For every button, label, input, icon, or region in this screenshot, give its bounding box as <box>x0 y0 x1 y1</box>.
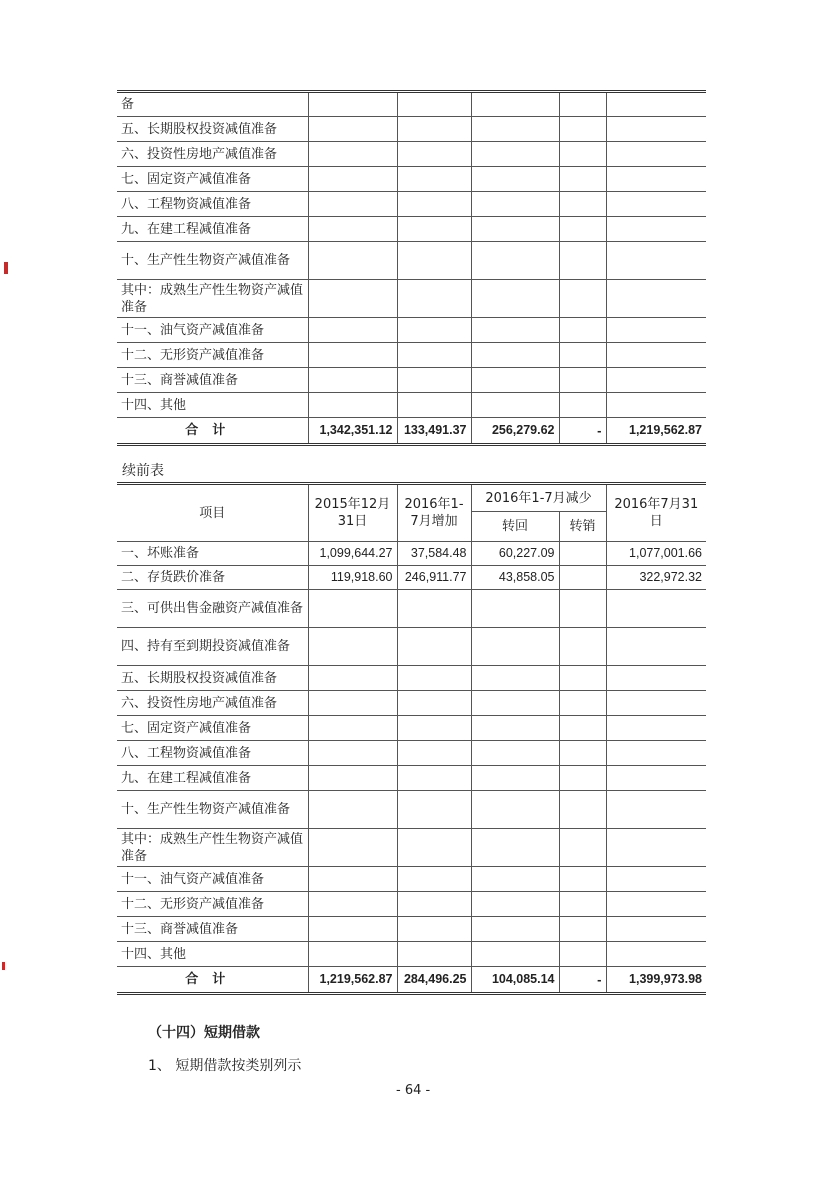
row-value-v3 <box>471 590 559 628</box>
row-value-v4 <box>559 716 606 741</box>
total-label: 合计 <box>117 967 308 994</box>
table-row <box>117 542 706 566</box>
row-value-v3 <box>471 829 559 867</box>
row-value-v1 <box>308 766 397 791</box>
table-row <box>117 829 706 867</box>
row-value-v4 <box>559 368 606 393</box>
row-value-v2 <box>397 741 471 766</box>
row-label: 其中：成熟生产性生物资产减值准备 <box>117 280 308 318</box>
row-value-v5 <box>606 217 706 242</box>
row-value-v4 <box>559 829 606 867</box>
row-value-v2 <box>397 666 471 691</box>
row-value-v4 <box>559 217 606 242</box>
total-value-v3: 104,085.14 <box>471 967 559 994</box>
header-col5: 2016年7月31日 <box>606 484 706 542</box>
table-row <box>117 142 706 167</box>
row-label: 其中：成熟生产性生物资产减值准备 <box>117 829 308 867</box>
row-value-v1 <box>308 628 397 666</box>
total-value-v4: - <box>559 418 606 445</box>
row-value-v5 <box>606 368 706 393</box>
row-value-v5 <box>606 766 706 791</box>
row-value-v4 <box>559 242 606 280</box>
row-value-v1 <box>308 666 397 691</box>
row-value-v1 <box>308 942 397 967</box>
row-value-v3 <box>471 142 559 167</box>
row-value-v1 <box>308 892 397 917</box>
row-label: 五、长期股权投资减值准备 <box>117 666 308 691</box>
row-value-v4 <box>559 117 606 142</box>
row-label: 六、投资性房地产减值准备 <box>117 142 308 167</box>
row-value-v3 <box>471 942 559 967</box>
row-value-v3 <box>471 280 559 318</box>
continued-label: 续前表 <box>122 463 164 479</box>
row-value-v4 <box>559 280 606 318</box>
row-value-v4 <box>559 741 606 766</box>
row-value-v5: 322,972.32 <box>606 566 706 590</box>
row-value-v2 <box>397 142 471 167</box>
row-value-v4 <box>559 791 606 829</box>
row-value-v5: 1,077,001.66 <box>606 542 706 566</box>
row-value-v4 <box>559 691 606 716</box>
impairment-table-part1 <box>117 90 706 446</box>
row-value-v2 <box>397 942 471 967</box>
total-value-v5: 1,219,562.87 <box>606 418 706 445</box>
row-value-v1 <box>308 368 397 393</box>
header-reduce-writeoff: 转销 <box>559 512 606 542</box>
row-value-v1 <box>308 716 397 741</box>
row-value-v3 <box>471 393 559 418</box>
subsection-heading: 1、 短期借款按类别列示 <box>148 1058 302 1074</box>
row-value-v3 <box>471 628 559 666</box>
row-label: 九、在建工程减值准备 <box>117 766 308 791</box>
row-label: 五、长期股权投资减值准备 <box>117 117 308 142</box>
table-header-row <box>117 484 706 512</box>
row-label: 四、持有至到期投资减值准备 <box>117 628 308 666</box>
row-value-v1 <box>308 393 397 418</box>
row-value-v3 <box>471 867 559 892</box>
row-value-v5 <box>606 791 706 829</box>
row-value-v2 <box>397 343 471 368</box>
table-row <box>117 666 706 691</box>
row-value-v5 <box>606 280 706 318</box>
row-value-v3 <box>471 691 559 716</box>
row-value-v5 <box>606 666 706 691</box>
row-value-v3 <box>471 192 559 217</box>
row-value-v2 <box>397 917 471 942</box>
total-row <box>117 418 706 445</box>
row-value-v5 <box>606 691 706 716</box>
row-value-v4 <box>559 142 606 167</box>
row-value-v4 <box>559 318 606 343</box>
row-value-v4 <box>559 393 606 418</box>
table-row <box>117 167 706 192</box>
scan-mark <box>4 262 8 274</box>
row-value-v2 <box>397 691 471 716</box>
row-value-v5 <box>606 716 706 741</box>
row-label: 一、坏账准备 <box>117 542 308 566</box>
row-label: 十三、商誉减值准备 <box>117 917 308 942</box>
row-label: 七、固定资产减值准备 <box>117 716 308 741</box>
row-value-v1 <box>308 691 397 716</box>
row-value-v4 <box>559 892 606 917</box>
row-value-v4 <box>559 542 606 566</box>
table-row <box>117 217 706 242</box>
row-value-v3 <box>471 167 559 192</box>
row-value-v2 <box>397 766 471 791</box>
table-row <box>117 92 706 117</box>
header-item: 项目 <box>117 484 308 542</box>
row-value-v3 <box>471 716 559 741</box>
row-value-v2 <box>397 280 471 318</box>
row-value-v1 <box>308 917 397 942</box>
row-value-v5 <box>606 92 706 117</box>
table-row <box>117 741 706 766</box>
row-value-v4 <box>559 167 606 192</box>
row-value-v1 <box>308 280 397 318</box>
row-label: 十三、商誉减值准备 <box>117 368 308 393</box>
row-value-v1: 119,918.60 <box>308 566 397 590</box>
row-value-v1: 1,099,644.27 <box>308 542 397 566</box>
total-value-v3: 256,279.62 <box>471 418 559 445</box>
row-value-v1 <box>308 590 397 628</box>
row-value-v1 <box>308 217 397 242</box>
row-value-v4 <box>559 628 606 666</box>
row-value-v2 <box>397 368 471 393</box>
table-row <box>117 766 706 791</box>
total-value-v1: 1,219,562.87 <box>308 967 397 994</box>
row-value-v1 <box>308 192 397 217</box>
row-value-v2 <box>397 628 471 666</box>
row-value-v2 <box>397 117 471 142</box>
row-value-v3 <box>471 318 559 343</box>
row-label: 七、固定资产减值准备 <box>117 167 308 192</box>
row-value-v1 <box>308 242 397 280</box>
row-value-v3 <box>471 741 559 766</box>
table-row <box>117 343 706 368</box>
row-label: 十一、油气资产减值准备 <box>117 867 308 892</box>
row-label: 二、存货跌价准备 <box>117 566 308 590</box>
row-value-v1 <box>308 343 397 368</box>
table-row <box>117 867 706 892</box>
impairment-table-part2 <box>117 482 706 995</box>
row-label: 十四、其他 <box>117 942 308 967</box>
table-row <box>117 942 706 967</box>
table-row <box>117 566 706 590</box>
row-value-v5 <box>606 867 706 892</box>
row-label: 六、投资性房地产减值准备 <box>117 691 308 716</box>
row-label: 十一、油气资产减值准备 <box>117 318 308 343</box>
total-label: 合计 <box>117 418 308 445</box>
row-value-v3 <box>471 217 559 242</box>
row-value-v4 <box>559 666 606 691</box>
page-number: - 64 - <box>396 1083 431 1098</box>
table-row <box>117 892 706 917</box>
row-label: 备 <box>117 92 308 117</box>
row-value-v3 <box>471 368 559 393</box>
total-row <box>117 967 706 994</box>
row-value-v4 <box>559 766 606 791</box>
table-row <box>117 716 706 741</box>
table-row <box>117 242 706 280</box>
header-col2: 2016年1-7月增加 <box>397 484 471 542</box>
row-value-v4 <box>559 942 606 967</box>
row-value-v4 <box>559 92 606 117</box>
row-value-v3 <box>471 92 559 117</box>
header-col1: 2015年12月31日 <box>308 484 397 542</box>
row-value-v1 <box>308 318 397 343</box>
total-value-v4: - <box>559 967 606 994</box>
row-label: 十、生产性生物资产减值准备 <box>117 242 308 280</box>
row-value-v5 <box>606 829 706 867</box>
row-value-v3 <box>471 117 559 142</box>
row-value-v2 <box>397 590 471 628</box>
row-value-v3: 43,858.05 <box>471 566 559 590</box>
row-value-v3 <box>471 242 559 280</box>
row-value-v2 <box>397 867 471 892</box>
row-value-v2: 37,584.48 <box>397 542 471 566</box>
row-value-v1 <box>308 867 397 892</box>
row-label: 十四、其他 <box>117 393 308 418</box>
row-value-v2: 246,911.77 <box>397 566 471 590</box>
row-value-v2 <box>397 217 471 242</box>
row-value-v2 <box>397 167 471 192</box>
row-value-v5 <box>606 590 706 628</box>
total-value-v2: 284,496.25 <box>397 967 471 994</box>
row-value-v1 <box>308 741 397 766</box>
row-value-v5 <box>606 741 706 766</box>
row-value-v5 <box>606 892 706 917</box>
table-row <box>117 280 706 318</box>
section-heading: （十四）短期借款 <box>148 1025 260 1041</box>
row-value-v5 <box>606 318 706 343</box>
row-value-v5 <box>606 117 706 142</box>
row-label: 十、生产性生物资产减值准备 <box>117 791 308 829</box>
table-row <box>117 318 706 343</box>
row-value-v1 <box>308 167 397 192</box>
total-value-v2: 133,491.37 <box>397 418 471 445</box>
table-row <box>117 791 706 829</box>
row-value-v3 <box>471 892 559 917</box>
row-value-v3 <box>471 343 559 368</box>
row-value-v4 <box>559 867 606 892</box>
table-row <box>117 691 706 716</box>
row-value-v5 <box>606 242 706 280</box>
row-label: 八、工程物资减值准备 <box>117 741 308 766</box>
row-label: 十二、无形资产减值准备 <box>117 343 308 368</box>
row-value-v3 <box>471 791 559 829</box>
row-value-v4 <box>559 343 606 368</box>
row-value-v1 <box>308 142 397 167</box>
total-value-v1: 1,342,351.12 <box>308 418 397 445</box>
scan-mark <box>2 962 5 970</box>
table-row <box>117 393 706 418</box>
total-value-v5: 1,399,973.98 <box>606 967 706 994</box>
row-value-v4 <box>559 917 606 942</box>
row-value-v4 <box>559 566 606 590</box>
row-value-v1 <box>308 117 397 142</box>
row-value-v4 <box>559 590 606 628</box>
row-label: 八、工程物资减值准备 <box>117 192 308 217</box>
row-value-v1 <box>308 829 397 867</box>
table-row <box>117 590 706 628</box>
header-reduce-reversal: 转回 <box>471 512 559 542</box>
header-reduce: 2016年1-7月减少 <box>471 484 606 512</box>
row-value-v4 <box>559 192 606 217</box>
row-value-v1 <box>308 791 397 829</box>
row-value-v3 <box>471 666 559 691</box>
table-row <box>117 117 706 142</box>
row-value-v3 <box>471 917 559 942</box>
row-value-v5 <box>606 142 706 167</box>
row-label: 九、在建工程减值准备 <box>117 217 308 242</box>
table-row <box>117 917 706 942</box>
row-value-v2 <box>397 716 471 741</box>
row-value-v5 <box>606 192 706 217</box>
row-value-v3 <box>471 766 559 791</box>
table-row <box>117 368 706 393</box>
row-value-v2 <box>397 393 471 418</box>
row-value-v2 <box>397 92 471 117</box>
row-label: 十二、无形资产减值准备 <box>117 892 308 917</box>
row-value-v5 <box>606 167 706 192</box>
row-value-v2 <box>397 892 471 917</box>
row-value-v5 <box>606 343 706 368</box>
row-value-v5 <box>606 628 706 666</box>
row-value-v3: 60,227.09 <box>471 542 559 566</box>
row-value-v2 <box>397 829 471 867</box>
row-value-v2 <box>397 242 471 280</box>
row-value-v5 <box>606 917 706 942</box>
row-value-v2 <box>397 192 471 217</box>
table-row <box>117 192 706 217</box>
row-value-v5 <box>606 942 706 967</box>
row-value-v2 <box>397 318 471 343</box>
row-value-v1 <box>308 92 397 117</box>
row-value-v5 <box>606 393 706 418</box>
row-value-v2 <box>397 791 471 829</box>
row-label: 三、可供出售金融资产减值准备 <box>117 590 308 628</box>
table-row <box>117 628 706 666</box>
